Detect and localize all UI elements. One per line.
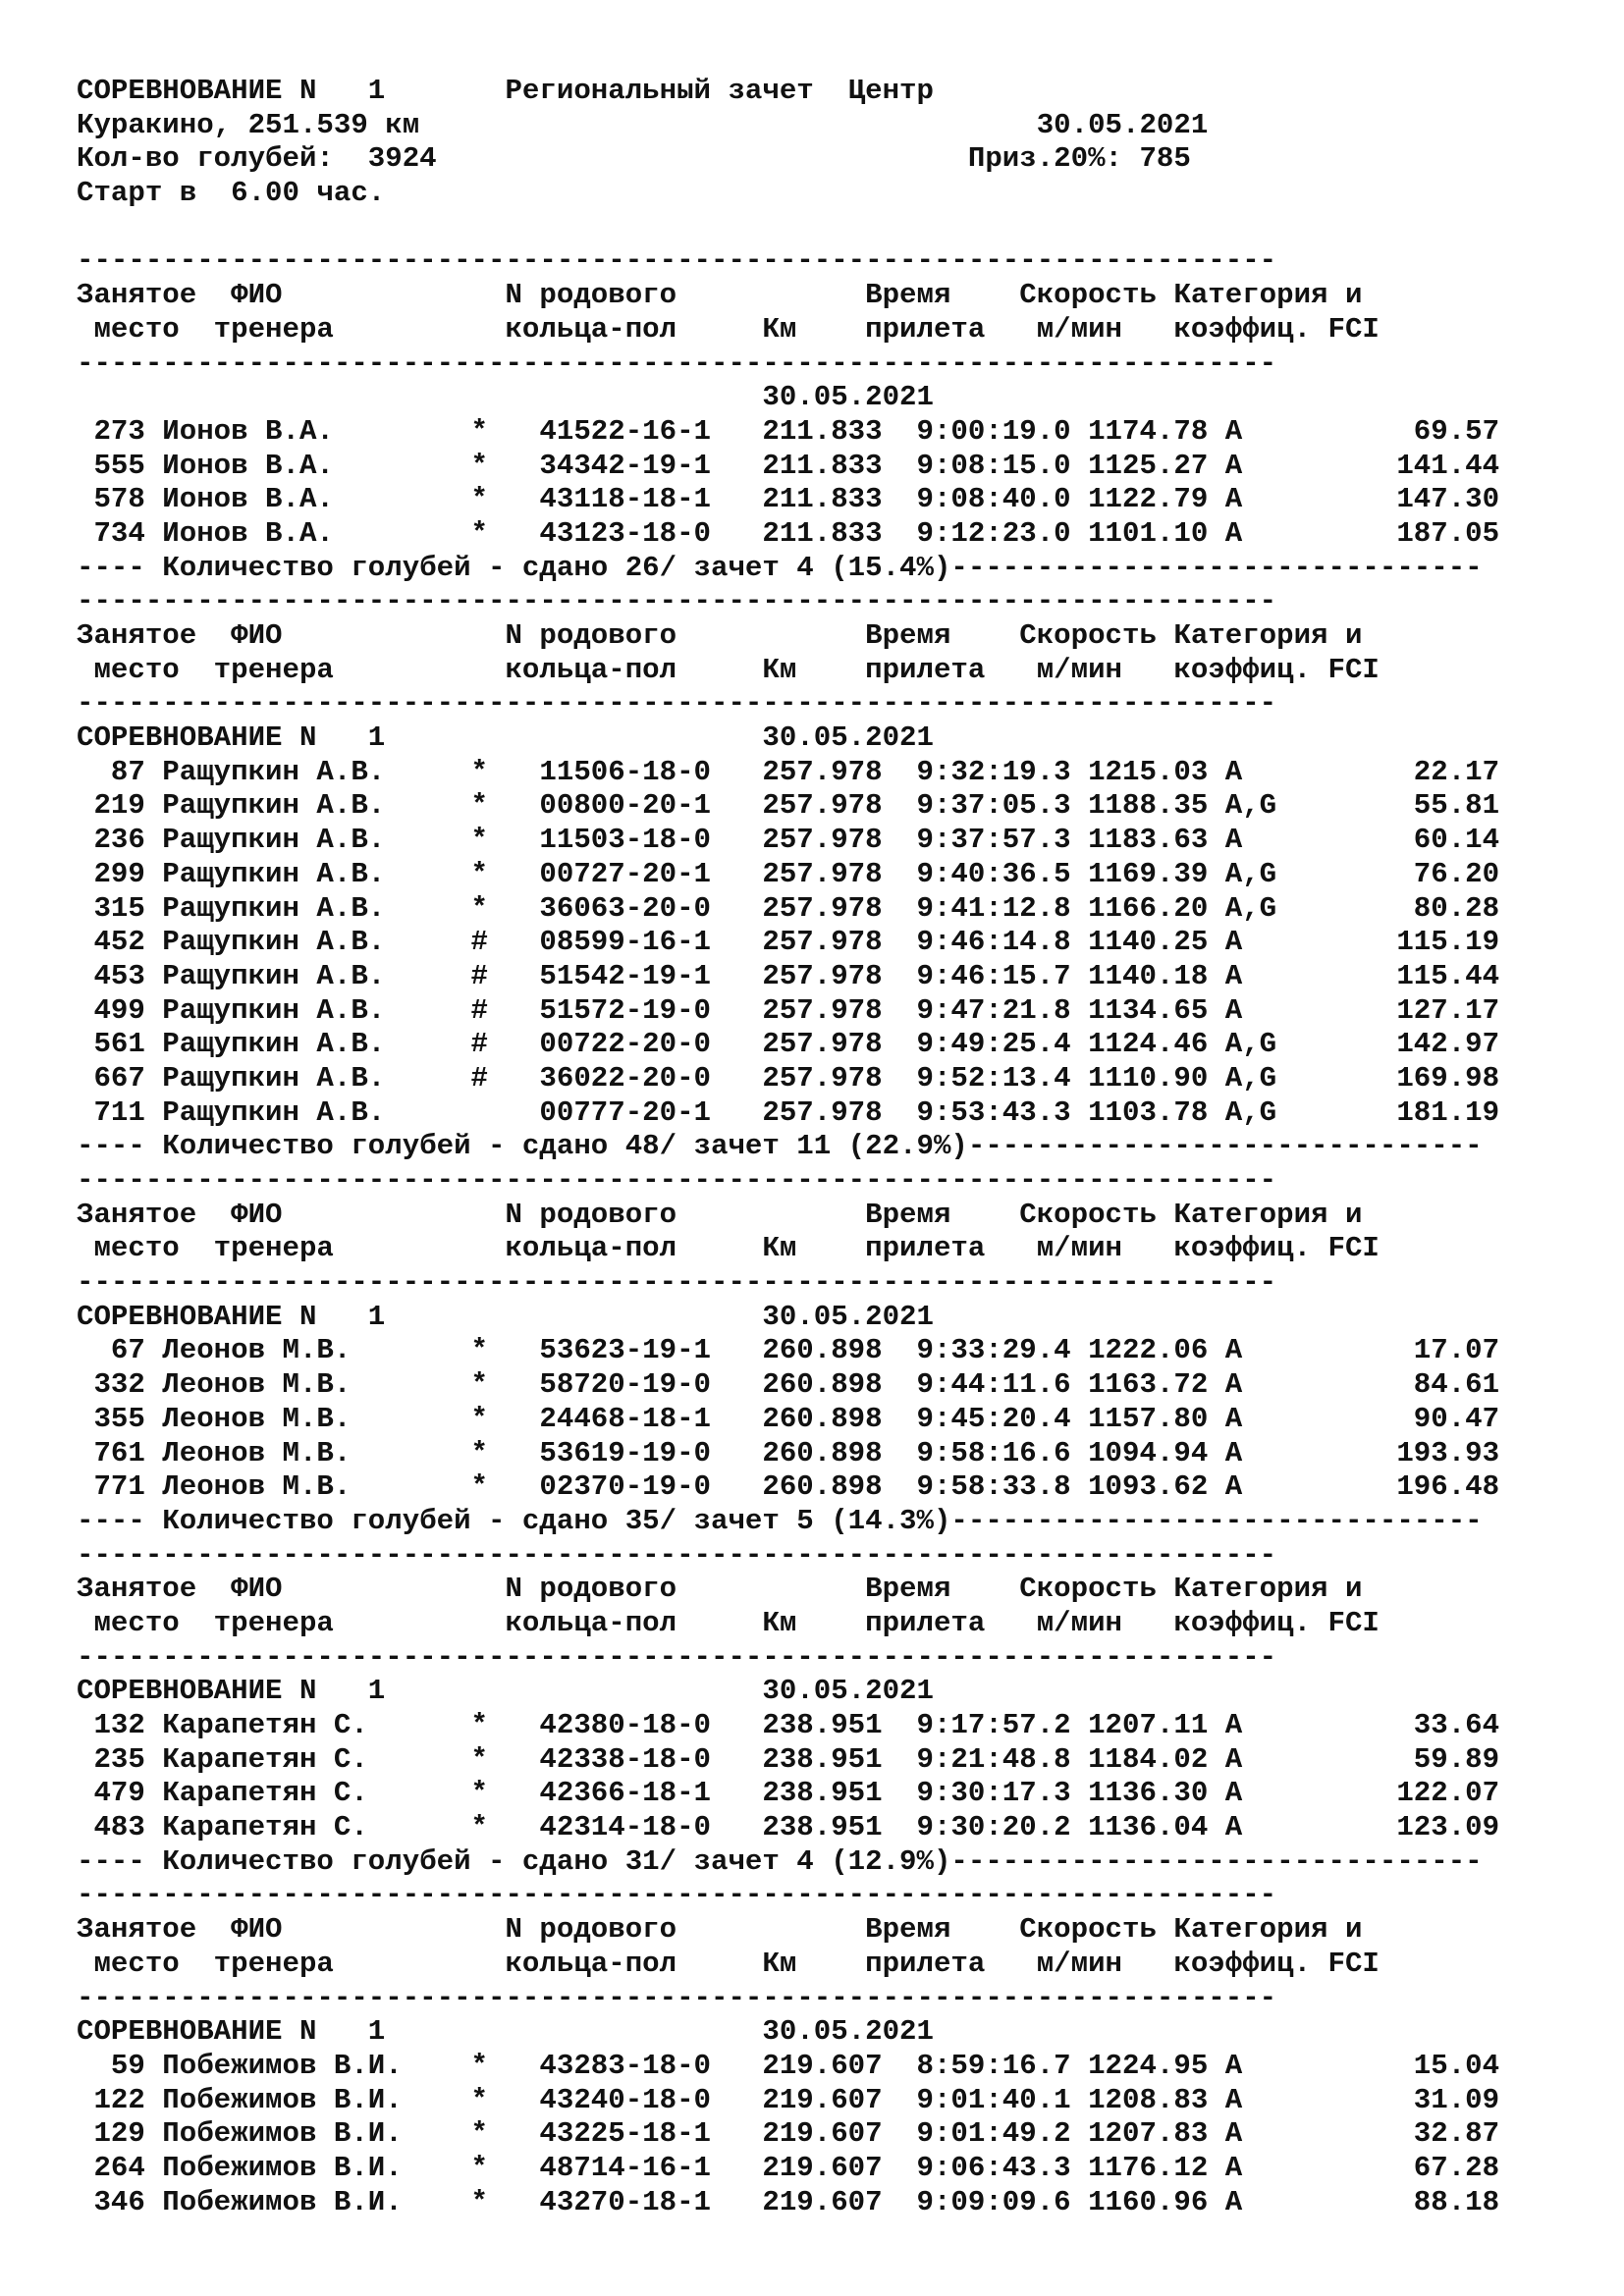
separator-line: ----------------------------------------------------------------------: [77, 687, 1277, 721]
separator-line: ----------------------------------------------------------------------: [77, 585, 1277, 618]
results-printout: [77, 75, 1549, 2219]
result-row: 236 Ращупкин А.В. * 11503-18-0 257.978 9:37:57.3 1183.63 A 60.14: [77, 824, 1500, 857]
result-row: 355 Леонов М.В. * 24468-18-1 260.898 9:45:20.4 1157.80 A 90.47: [77, 1402, 1500, 1435]
result-row: 483 Карапетян С. * 42314-18-0 238.951 9:30:20.2 1136.04 A 123.09: [77, 1811, 1500, 1844]
column-header-line: Занятое ФИО N родового Время Скорость Категория и: [77, 279, 1363, 312]
column-header-line: место тренера кольца-пол Км прилета м/мин коэффиц. FCI: [77, 653, 1380, 686]
result-row: 67 Леонов М.В. * 53623-19-1 260.898 9:33:29.4 1222.06 A 17.07: [77, 1334, 1500, 1367]
result-row: 771 Леонов М.В. * 02370-19-0 260.898 9:58:33.8 1093.62 A 196.48: [77, 1470, 1500, 1504]
column-header-line: Занятое ФИО N родового Время Скорость Категория и: [77, 1913, 1363, 1947]
result-row: 452 Ращупкин А.В. # 08599-16-1 257.978 9:46:14.8 1140.25 A 115.19: [77, 926, 1500, 959]
separator-line: ----------------------------------------------------------------------: [77, 347, 1277, 380]
result-row: 761 Леонов М.В. * 53619-19-0 260.898 9:58:16.6 1094.94 A 193.93: [77, 1436, 1500, 1469]
result-row: 235 Карапетян С. * 42338-18-0 238.951 9:21:48.8 1184.02 A 59.89: [77, 1742, 1500, 1776]
summary-line: ---- Количество голубей - сдано 31/ зачет 4 (12.9%)-------------------------------: [77, 1844, 1483, 1878]
header-line: СОРЕВНОВАНИЕ N 1 Региональный зачет Центр: [77, 75, 934, 107]
column-header-line: Занятое ФИО N родового Время Скорость Категория и: [77, 1573, 1363, 1606]
separator-line: ----------------------------------------------------------------------: [77, 1266, 1277, 1300]
column-header-line: Занятое ФИО N родового Время Скорость Категория и: [77, 1198, 1363, 1231]
separator-line: ----------------------------------------------------------------------: [77, 1538, 1277, 1572]
separator-line: ----------------------------------------------------------------------: [77, 1640, 1277, 1674]
result-row: 711 Ращупкин А.В. 00777-20-1 257.978 9:53:43.3 1103.78 A,G 181.19: [77, 1095, 1500, 1129]
result-row: 499 Ращупкин А.В. # 51572-19-0 257.978 9:47:21.8 1134.65 A 127.17: [77, 993, 1500, 1027]
column-header-line: место тренера кольца-пол Км прилета м/мин коэффиц. FCI: [77, 1606, 1380, 1639]
result-row: 346 Побежимов В.И. * 43270-18-1 219.607 9:09:09.6 1160.96 A 88.18: [77, 2185, 1500, 2218]
summary-line: ---- Количество голубей - сдано 35/ зачет 5 (14.3%)-------------------------------: [77, 1504, 1483, 1537]
column-header-line: место тренера кольца-пол Км прилета м/мин коэффиц. FCI: [77, 312, 1380, 346]
result-row: 453 Ращупкин А.В. # 51542-19-1 257.978 9:46:15.7 1140.18 A 115.44: [77, 959, 1500, 992]
separator-line: ----------------------------------------------------------------------: [77, 1981, 1277, 2014]
header-line: Старт в 6.00 час.: [77, 177, 386, 210]
result-row: 332 Леонов М.В. * 58720-19-0 260.898 9:44:11.6 1163.72 A 84.61: [77, 1368, 1500, 1402]
section-title-line: СОРЕВНОВАНИЕ N 1 30.05.2021: [77, 2015, 934, 2049]
separator-line: ----------------------------------------------------------------------: [77, 1879, 1277, 1912]
section-date-line: 30.05.2021: [77, 381, 934, 414]
result-row: 555 Ионов В.А. * 34342-19-1 211.833 9:08:15.0 1125.27 A 141.44: [77, 449, 1500, 482]
result-row: 734 Ионов В.А. * 43123-18-0 211.833 9:12:23.0 1101.10 A 187.05: [77, 516, 1500, 550]
header-line: Кол-во голубей: 3924 Приз.20%: 785: [77, 142, 1191, 176]
result-row: 87 Ращупкин А.В. * 11506-18-0 257.978 9:32:19.3 1215.03 A 22.17: [77, 755, 1500, 788]
result-row: 264 Побежимов В.И. * 48714-16-1 219.607 9:06:43.3 1176.12 A 67.28: [77, 2151, 1500, 2184]
result-row: 561 Ращупкин А.В. # 00722-20-0 257.978 9:49:25.4 1124.46 A,G 142.97: [77, 1028, 1500, 1061]
header-line: Куракино, 251.539 км 30.05.2021: [77, 108, 1209, 141]
section-title-line: СОРЕВНОВАНИЕ N 1 30.05.2021: [77, 1300, 934, 1333]
blank-line: [77, 211, 1549, 245]
result-row: 59 Побежимов В.И. * 43283-18-0 219.607 8:59:16.7 1224.95 A 15.04: [77, 2049, 1500, 2082]
summary-line: ---- Количество голубей - сдано 48/ зачет 11 (22.9%)------------------------------: [77, 1130, 1483, 1163]
section-title-line: СОРЕВНОВАНИЕ N 1 30.05.2021: [77, 721, 934, 755]
result-row: 122 Побежимов В.И. * 43240-18-0 219.607 9:01:40.1 1208.83 A 31.09: [77, 2083, 1500, 2116]
result-row: 273 Ионов В.А. * 41522-16-1 211.833 9:00:19.0 1174.78 A 69.57: [77, 414, 1500, 448]
separator-line: ----------------------------------------------------------------------: [77, 1164, 1277, 1197]
result-row: 578 Ионов В.А. * 43118-18-1 211.833 9:08:40.0 1122.79 A 147.30: [77, 483, 1500, 516]
result-row: 315 Ращупкин А.В. * 36063-20-0 257.978 9:41:12.8 1166.20 A,G 80.28: [77, 891, 1500, 925]
result-row: 219 Ращупкин А.В. * 00800-20-1 257.978 9:37:05.3 1188.35 A,G 55.81: [77, 789, 1500, 823]
result-row: 299 Ращупкин А.В. * 00727-20-1 257.978 9:40:36.5 1169.39 A,G 76.20: [77, 857, 1500, 890]
separator-line: ----------------------------------------------------------------------: [77, 244, 1277, 278]
section-title-line: СОРЕВНОВАНИЕ N 1 30.05.2021: [77, 1675, 934, 1708]
result-row: 479 Карапетян С. * 42366-18-1 238.951 9:30:17.3 1136.30 A 122.07: [77, 1777, 1500, 1810]
column-header-line: место тренера кольца-пол Км прилета м/мин коэффиц. FCI: [77, 1232, 1380, 1265]
result-row: 132 Карапетян С. * 42380-18-0 238.951 9:17:57.2 1207.11 A 33.64: [77, 1709, 1500, 1741]
column-header-line: место тренера кольца-пол Км прилета м/мин коэффиц. FCI: [77, 1947, 1380, 1980]
result-row: 129 Побежимов В.И. * 43225-18-1 219.607 9:01:49.2 1207.83 A 32.87: [77, 2117, 1500, 2151]
result-row: 667 Ращупкин А.В. # 36022-20-0 257.978 9:52:13.4 1110.90 A,G 169.98: [77, 1061, 1500, 1095]
column-header-line: Занятое ФИО N родового Время Скорость Категория и: [77, 619, 1363, 652]
summary-line: ---- Количество голубей - сдано 26/ зачет 4 (15.4%)-------------------------------: [77, 551, 1483, 584]
